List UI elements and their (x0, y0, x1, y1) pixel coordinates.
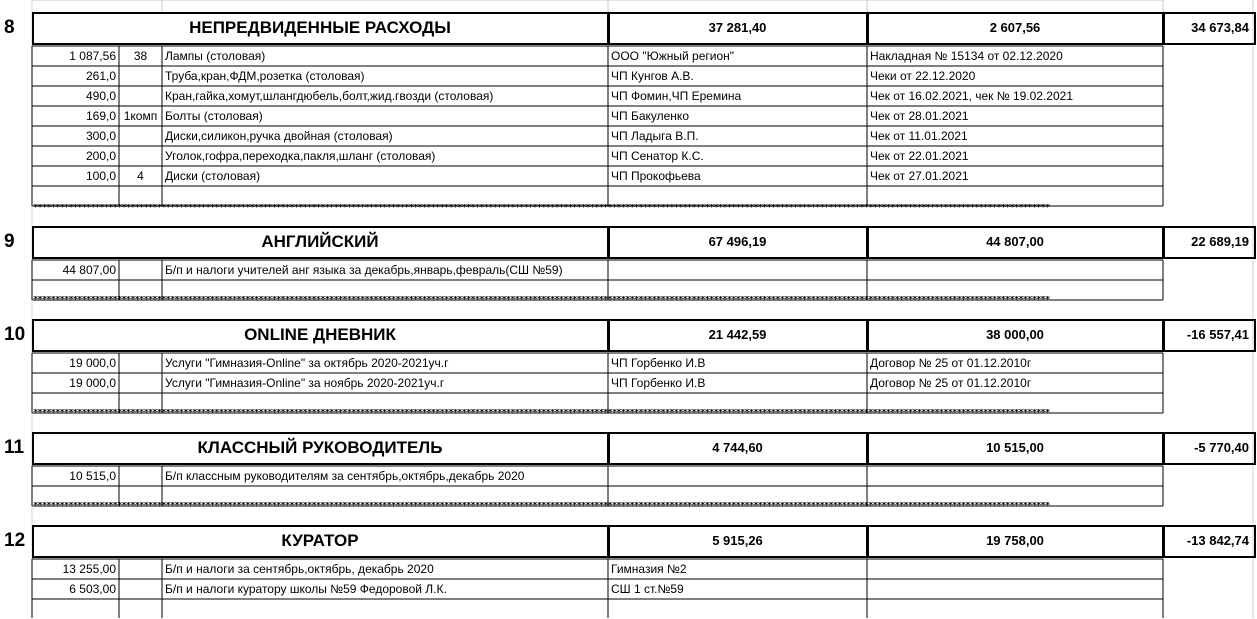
row-qty[interactable] (119, 66, 162, 86)
header-cell-border (608, 525, 868, 558)
row-qty[interactable] (119, 260, 162, 280)
section-number[interactable]: 11 (4, 437, 25, 458)
row-qty[interactable] (119, 126, 162, 146)
row-description[interactable]: Кран,гайка,хомут,шлангдюбель,болт,жид.гвозди (столовая) (165, 89, 494, 103)
section-spent[interactable]: 2 607,56 (989, 20, 1041, 35)
row-amount[interactable]: 6 503,00 (69, 582, 116, 596)
header-cell-border (1163, 432, 1256, 465)
row-document[interactable] (867, 599, 1163, 619)
row-qty[interactable]: 38 (133, 49, 148, 63)
row-supplier[interactable]: ЧП Горбенко И.В (611, 376, 706, 390)
section-planned[interactable]: 67 496,19 (708, 234, 767, 249)
row-supplier[interactable]: ЧП Ладыга В.П. (611, 129, 699, 143)
row-supplier[interactable]: Гимназия №2 (611, 562, 687, 576)
row-description[interactable]: Диски,силикон,ручка двойная (столовая) (165, 129, 393, 143)
row-document[interactable] (867, 559, 1163, 579)
row-amount[interactable]: 13 255,00 (62, 562, 116, 576)
header-cell-border (32, 432, 609, 465)
header-cell-border (867, 226, 1164, 259)
section-diff[interactable]: 22 689,19 (1191, 234, 1249, 249)
row-description[interactable]: Б/п и налоги куратору школы №59 Федоровой Л.К. (165, 582, 447, 596)
row-amount[interactable]: 300,0 (85, 129, 116, 143)
header-cell-border (32, 319, 609, 352)
header-cell-border (1163, 226, 1256, 259)
row-supplier[interactable]: ЧП Фомин,ЧП Еремина (611, 89, 742, 103)
section-diff[interactable]: -13 842,74 (1186, 533, 1249, 548)
separator-stars: ************************************************************************************************************************************************************************************************************************************** (33, 409, 1050, 418)
row-supplier[interactable] (608, 186, 867, 206)
row-qty[interactable] (119, 186, 162, 206)
row-amount[interactable]: 19 000,0 (69, 356, 116, 370)
row-amount[interactable]: 100,0 (85, 169, 116, 183)
row-document[interactable]: Чек от 11.01.2021 (870, 129, 968, 143)
section-title[interactable]: КЛАССНЫЙ РУКОВОДИТЕЛЬ (197, 438, 443, 457)
row-amount[interactable]: 44 807,00 (62, 263, 116, 277)
row-amount[interactable] (32, 599, 119, 619)
row-description[interactable]: Уголок,гофра,переходка,пакля,шланг (столовая) (165, 149, 436, 163)
row-qty[interactable]: 1комп (123, 109, 158, 123)
row-qty[interactable] (119, 373, 162, 393)
header-cell-border (867, 432, 1164, 465)
row-document[interactable]: Чек от 28.01.2021 (870, 109, 969, 123)
section-title[interactable]: НЕПРЕДВИДЕННЫЕ РАСХОДЫ (189, 18, 451, 37)
section-number[interactable]: 8 (4, 17, 15, 38)
row-document[interactable] (867, 260, 1163, 280)
section-planned[interactable]: 21 442,59 (708, 327, 767, 342)
row-qty[interactable]: 4 (137, 169, 144, 183)
row-amount[interactable]: 261,0 (85, 69, 116, 83)
row-description[interactable]: Услуги "Гимназия-Online" за октябрь 2020-2021уч.г (165, 356, 449, 370)
row-document[interactable]: Договор № 25 от 01.12.2010г (870, 356, 1032, 370)
row-description[interactable]: Б/п классным руководителям за сентябрь,октябрь,декабрь 2020 (165, 469, 525, 483)
row-document[interactable] (867, 186, 1163, 206)
header-cell-border (608, 432, 868, 465)
row-description[interactable]: Труба,кран,ФДМ,розетка (столовая) (165, 69, 365, 83)
row-description[interactable]: Лампы (столовая) (165, 49, 266, 63)
row-description[interactable] (162, 186, 608, 206)
header-cell-border (608, 319, 868, 352)
header-cell-border (867, 525, 1164, 558)
row-document[interactable]: Чеки от 22.12.2020 (870, 69, 976, 83)
row-document[interactable]: Договор № 25 от 01.12.2010г (870, 376, 1032, 390)
row-supplier[interactable] (608, 466, 867, 486)
header-cell-border (1163, 12, 1256, 45)
row-document[interactable]: Накладная № 15134 от 02.12.2020 (870, 49, 1063, 63)
row-document[interactable] (867, 466, 1163, 486)
separator-stars: ************************************************************************************************************************************************************************************************************************************** (33, 296, 1050, 305)
header-cell-border (1163, 525, 1256, 558)
section-spent[interactable]: 10 515,00 (986, 440, 1044, 455)
header-cell-border (32, 12, 609, 45)
header-cell-border (867, 319, 1164, 352)
row-qty[interactable] (119, 466, 162, 486)
row-document[interactable]: Чек от 27.01.2021 (870, 169, 969, 183)
row-document[interactable] (867, 579, 1163, 599)
row-qty[interactable] (119, 86, 162, 106)
section-title[interactable]: АНГЛИЙСКИЙ (261, 232, 379, 251)
row-supplier[interactable]: ЧП Горбенко И.В (611, 356, 706, 370)
row-description[interactable]: Услуги "Гимназия-Online" за ноябрь 2020-2021уч.г (165, 376, 445, 390)
row-document[interactable]: Чек от 16.02.2021, чек № 19.02.2021 (870, 89, 1073, 103)
row-supplier[interactable]: СШ 1 ст.№59 (611, 582, 684, 596)
row-supplier[interactable]: ЧП Прокофьева (611, 169, 701, 183)
row-qty[interactable] (119, 146, 162, 166)
section-planned[interactable]: 37 281,40 (708, 20, 767, 35)
row-amount[interactable]: 19 000,0 (69, 376, 116, 390)
separator-stars: ************************************************************************************************************************************************************************************************************************************** (33, 502, 1050, 511)
section-planned[interactable]: 5 915,26 (712, 533, 763, 548)
section-number[interactable]: 9 (4, 231, 15, 252)
section-title[interactable]: ONLINE ДНЕВНИК (244, 325, 396, 344)
row-qty[interactable] (119, 599, 162, 619)
section-diff[interactable]: -5 770,40 (1194, 440, 1249, 455)
row-description[interactable]: Диски (столовая) (165, 169, 261, 183)
row-document[interactable]: Чек от 22.01.2021 (870, 149, 969, 163)
row-supplier[interactable]: ЧП Кунгов А.В. (611, 69, 694, 83)
header-cell-border (608, 226, 868, 259)
row-description[interactable]: Б/п и налоги за сентябрь,октябрь, декабрь 2020 (165, 562, 434, 576)
row-qty[interactable] (119, 579, 162, 599)
header-cell-border (1163, 319, 1256, 352)
section-spent[interactable]: 19 758,00 (986, 533, 1044, 548)
row-amount[interactable]: 490,0 (85, 89, 116, 103)
row-supplier[interactable]: ЧП Бакуленко (611, 109, 689, 123)
row-supplier[interactable] (608, 599, 867, 619)
header-cell-border (32, 226, 609, 259)
section-number[interactable]: 10 (4, 324, 26, 345)
row-description[interactable] (162, 599, 608, 619)
row-amount[interactable]: 10 515,0 (69, 469, 116, 483)
row-qty[interactable] (119, 559, 162, 579)
row-qty[interactable] (119, 353, 162, 373)
section-title[interactable]: КУРАТОР (281, 531, 359, 550)
section-spent[interactable]: 44 807,00 (986, 234, 1044, 249)
section-spent[interactable]: 38 000,00 (986, 327, 1044, 342)
section-number[interactable]: 12 (4, 530, 26, 551)
section-diff[interactable]: 34 673,84 (1191, 20, 1249, 35)
section-diff[interactable]: -16 557,41 (1186, 327, 1249, 342)
header-cell-border (867, 12, 1164, 45)
row-amount[interactable]: 1 087,56 (69, 49, 116, 63)
row-amount[interactable] (32, 186, 119, 206)
row-supplier[interactable]: ЧП Сенатор К.С. (611, 149, 704, 163)
row-amount[interactable]: 169,0 (85, 109, 116, 123)
row-description[interactable]: Б/п и налоги учителей анг языка за декабрь,январь,февраль(СШ №59) (165, 263, 563, 277)
separator-stars: ************************************************************************************************************************************************************************************************************************************** (33, 204, 1050, 213)
row-amount[interactable]: 200,0 (85, 149, 116, 163)
row-description[interactable]: Болты (столовая) (165, 109, 263, 123)
row-supplier[interactable] (608, 260, 867, 280)
section-planned[interactable]: 4 744,60 (712, 440, 763, 455)
row-supplier[interactable]: ООО "Южный регион" (611, 49, 735, 63)
header-cell-border (608, 12, 868, 45)
header-cell-border (32, 525, 609, 558)
